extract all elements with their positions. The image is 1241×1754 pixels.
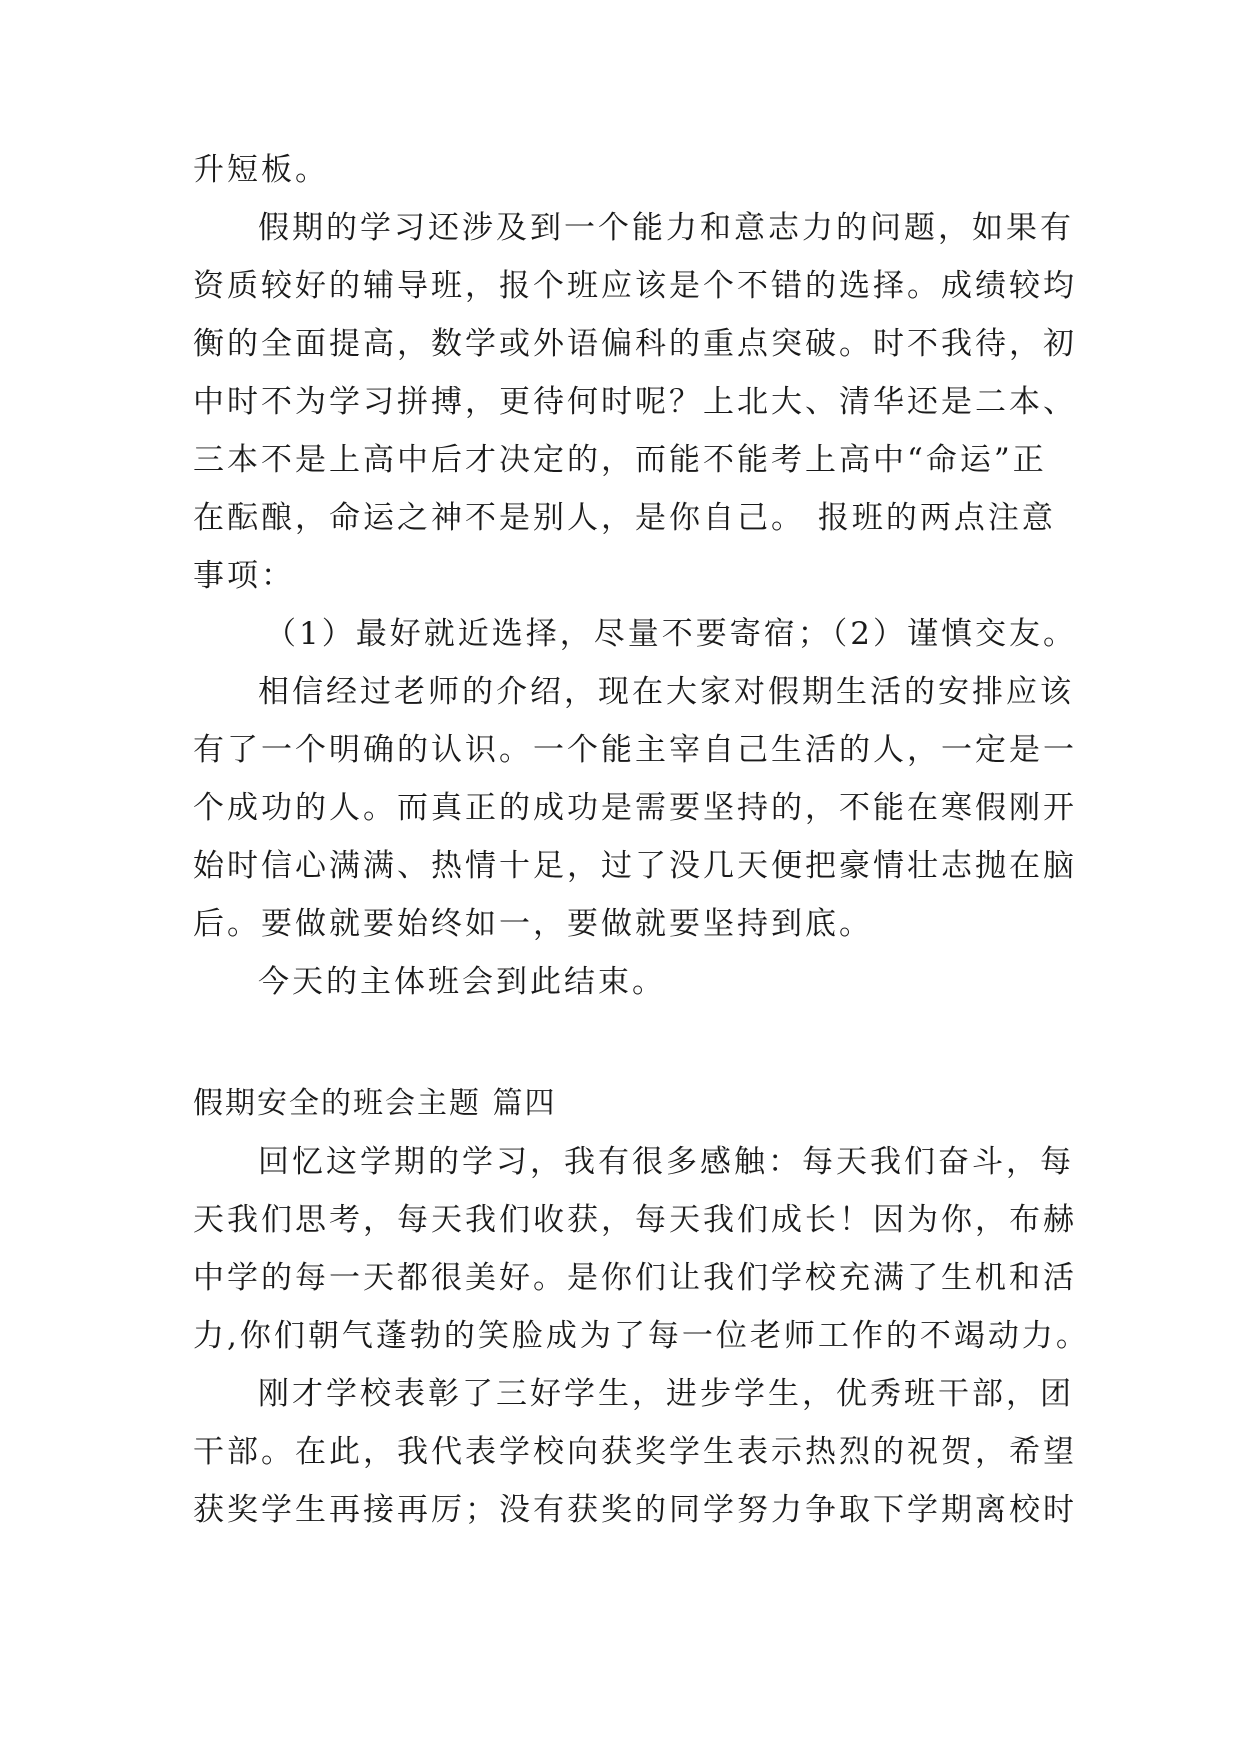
- paragraph-2-line-1: 相信经过老师的介绍，现在大家对假期生活的安排应该: [258, 674, 1074, 710]
- paragraph-4-line-1: 刚才学校表彰了三好学生，进步学生，优秀班干部，团: [258, 1376, 1074, 1412]
- paragraph-1-line-3: 衡的全面提高，数学或外语偏科的重点突破。时不我待，初: [193, 326, 1077, 362]
- paragraph-1-line-4: 中时不为学习拼搏，更待何时呢？上北大、清华还是二本、: [193, 384, 1077, 420]
- paragraph-4-line-2: 干部。在此，我代表学校向获奖学生表示热烈的祝贺，希望: [193, 1434, 1077, 1470]
- paragraph-1-line-1: 假期的学习还涉及到一个能力和意志力的问题，如果有: [258, 210, 1074, 246]
- paragraph-3-line-3: 中学的每一天都很美好。是你们让我们学校充满了生机和活: [193, 1260, 1077, 1296]
- paragraph-2-line-5: 后。要做就要始终如一，要做就要坚持到底。: [193, 906, 873, 942]
- paragraph-4-line-3: 获奖学生再接再厉；没有获奖的同学努力争取下学期离校时: [193, 1492, 1077, 1528]
- paragraph-1-line-2: 资质较好的辅导班，报个班应该是个不错的选择。成绩较均: [193, 268, 1077, 304]
- paragraph-3-line-1: 回忆这学期的学习，我有很多感触：每天我们奋斗，每: [258, 1144, 1074, 1180]
- paragraph-2-line-4: 始时信心满满、热情十足，过了没几天便把豪情壮志抛在脑: [193, 848, 1077, 884]
- paragraph-1-line-5: 三本不是上高中后才决定的，而能不能考上高中“命运”正: [193, 442, 1047, 478]
- paragraph-1-line-7: 事项：: [193, 558, 295, 594]
- text-line-1: 升短板。: [193, 152, 329, 188]
- paragraph-3-line-4: 力,你们朝气蓬勃的笑脸成为了每一位老师工作的不竭动力。: [193, 1318, 1090, 1354]
- paragraph-3-line-2: 天我们思考，每天我们收获，每天我们成长！因为你，布赫: [193, 1202, 1077, 1238]
- section-heading: 假期安全的班会主题 篇四: [193, 1086, 557, 1121]
- paragraph-2-line-2: 有了一个明确的认识。一个能主宰自己生活的人，一定是一: [193, 732, 1077, 768]
- paragraph-1-line-6: 在酝酿，命运之神不是别人，是你自己。 报班的两点注意: [193, 500, 1056, 536]
- closing-line: 今天的主体班会到此结束。: [258, 964, 666, 1000]
- paragraph-2-line-3: 个成功的人。而真正的成功是需要坚持的，不能在寒假刚开: [193, 790, 1077, 826]
- notes-line: （1）最好就近选择，尽量不要寄宿；（2）谨慎交友。: [265, 616, 1077, 652]
